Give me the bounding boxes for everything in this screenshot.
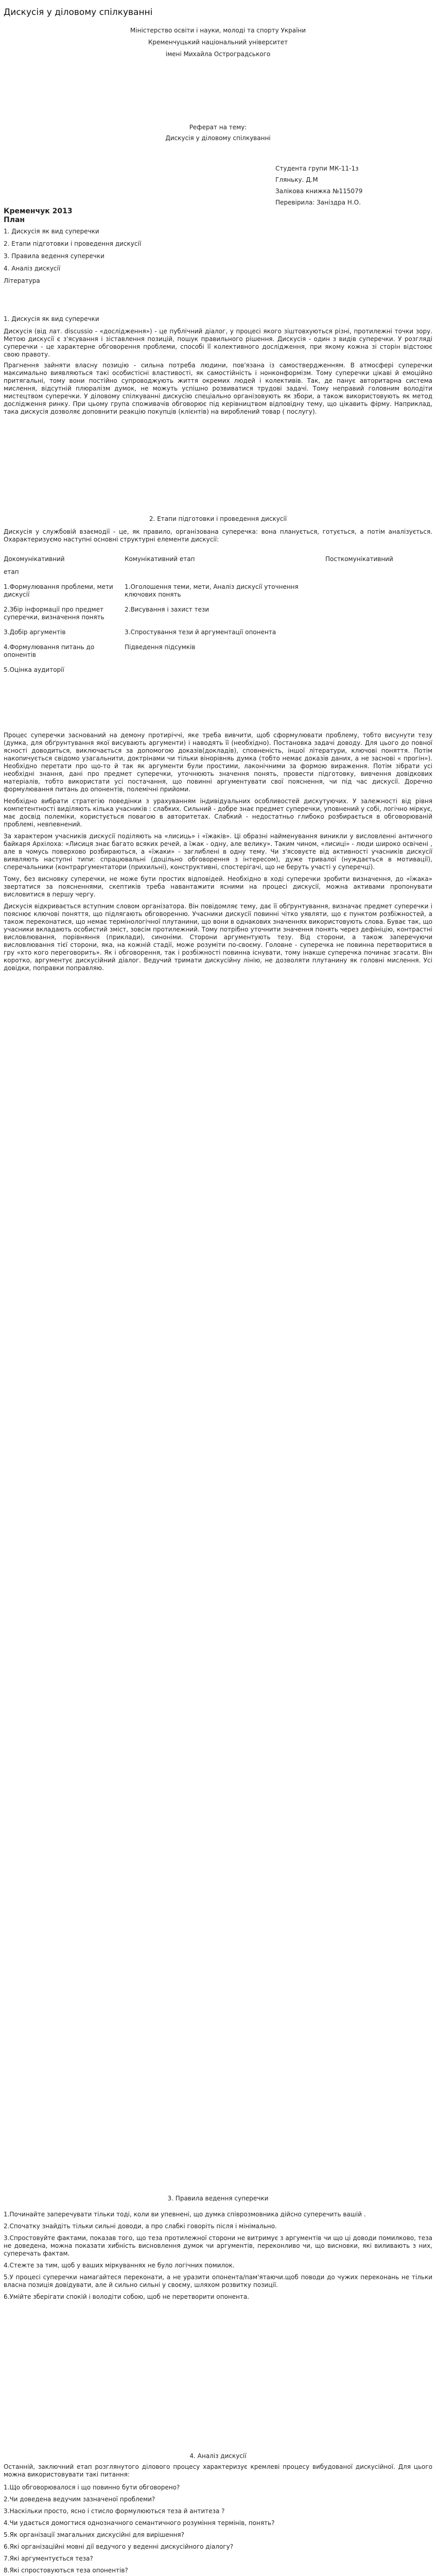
plan-item: Література [4, 277, 40, 284]
page-title: Дискусія у діловому спілкуванні [4, 7, 153, 18]
rule-item: 2.Спочатку знайдіть тільки сильні доводи, а про слабкі говоріть після і мінімально. [4, 2223, 277, 2230]
plan-block [4, 207, 432, 285]
table-cell [125, 666, 325, 674]
paragraph: Дискусія у службовій взаємодії - це, як правило, організована суперечка: вона планується, готується, а потім аналізується. Охарактеризуємо наступні основні структурні елементи дискусії: [4, 528, 432, 543]
plan-heading: План [4, 216, 25, 224]
table-cell [325, 629, 432, 636]
section-4 [4, 2452, 432, 2576]
rule-item: 6.Умійте зберігати спокій і володіти собою, щоб не перетворити опонента. [4, 2293, 250, 2300]
rule-item: 1.Починайте заперечувати тільки тоді, коли ви упевнені, що думка співрозмовника дійсно суперечить вашій . [4, 2211, 366, 2218]
table-header-row [4, 555, 432, 563]
paragraph: За характером учасників дискусії поділяють на «лисиць» і «їжаків». Ці образні найменування виникли у висловленні античного байкаря Архілоха: «Лисиця знає багато всяких речей, а їжак - одну, але велику». Таким чином, «лисиці» - люди широко освічені , але в чомусь поверхово розбираються, а «їжаки» - заглиблені в одну тему. Чи з'ясовуєте від активності учасників дискусії виявляють наступні типи: спрацювальні (доцільно обговорення з інтересом), дуже тривалої (нуждається в мотивації), сперечальники (контраргументатори (прихильні), конструктивні, спостерігачі, що не беруть участі у суперечці). [4, 833, 432, 871]
city-year: Кременчук 2013 [4, 207, 73, 215]
table-cell: 2.Збір інформації про предмет суперечки, визначення понять [4, 606, 104, 621]
paragraph: Останній, заключний етап розглянутого ділового процесу характеризує кремлеві процесу вибудованої дискусійної. Для цього можна використовувати такі питання: [4, 2463, 432, 2478]
table-cell: етап [4, 568, 19, 575]
plan-item: 2. Етапи підготовки і проведення дискусії [4, 240, 142, 247]
rule-item: 3.Спростовуйте фактами, показав того, що теза протилежної сторони не витримує з аргументів чи що ці доводи помилково, теза не доведена, можна показати хибність висновлення думок чи аргументів, переконливо чи, що висновки, які виливають з них, суперечать фактам. [4, 2234, 432, 2257]
table-row [4, 643, 432, 659]
author-line: Студента групи МК-11-1з [275, 165, 359, 172]
analysis-question: 8.Які спростовуються теза опонентів? [4, 2567, 128, 2574]
author-block [275, 165, 432, 207]
analysis-question: 4.Чи удається домогтися однозначного семантичного розуміння термінів, понять? [4, 2519, 275, 2527]
section-2 [4, 515, 432, 544]
analysis-question: 6.Які організаційні мовні дії ведучого у веденні дискусійного діалогу? [4, 2543, 234, 2550]
table-cell: Підведення підсумків [125, 643, 196, 651]
paragraph: Необхідно вибрати стратегію поведінки з урахуванням індивідуальних особливостей дискутуючих. У залежності від рівня компетентності виділяють кілька учасників : слабких. Сильний - добре знає предмет суперечки, уповнений у собі, логічно міркує, має досвід полеміки, користується повагою в авторитетах. Слабкий - недостатньо глибоко розбирається в обговорюваній проблемі, невпевнений. [4, 798, 432, 828]
analysis-question: 1.Що обговорювалося і що повинно бути обговорено? [4, 2484, 180, 2491]
paragraph: Дискусія відкривається вступним словом організатора. Він повідомляє тему, дає її обґрунтування, визначає предмет суперечки і пояснює ключові поняття, що підлягають обговоренню. Учасники дискусії повинні чітко уявляти, що є пунктом розбіжностей, а також переконатися, що немає термінологічної плутанини, що вони в однакових значеннях використовують слова. Буває так, що учасники вкладають особистий зміст, зовсім протилежний. Тому потрібно уточнити значення понять через дефініцію, контрастні висловлювання, порівняння (приклади), синоніми. Сторони аргументують тезу. Від сторони, а також заперечуючи висловлювання тієї сторони, яка, на кожній стадії, може розуміти по-своєму. Головне - суперечка не повинна перетворитися в гру «хто кого переговорить». Як і обговорення, так і розбіжності повинна існувати, тому інакше суперечка починає згасати. Він коротко, аргументує дискусійний діалог. Ведучий тримати дискусійну лінію, не дозволяти плутанину як головні мислення. Усі довідки, поправки поправляю. [4, 903, 432, 972]
table-row [4, 666, 432, 674]
plan-item: 4. Аналіз дискусії [4, 265, 61, 272]
plan-item: 1. Дискусія як вид суперечки [4, 228, 99, 235]
table-cell: 1.Оголошення теми, мети, Аналіз дискусії уточнення ключових понять [125, 583, 299, 598]
table-row [4, 583, 432, 599]
header-line: Кременчуцький національний університет [148, 39, 288, 46]
author-line: Залікова книжка №115079 [275, 188, 363, 195]
table-cell: 1.Формулювання проблеми, мети дискусії [4, 583, 113, 598]
section-2-body [4, 732, 432, 972]
table-row [4, 606, 432, 621]
section-1 [4, 315, 432, 416]
table-cell [325, 666, 432, 674]
paragraph: Прагнення зайняти власну позицію - сильна потреба людини, пов'язана із самоствердженням. В атмосфері суперечки максимально виявляються такі особистісні властивості, як самостійність і нонконформізм. Тому суперечки цікаві й емоційно притягальні, тому вони постійно супроводжують життя окремих людей і колективів. Так, дe панує авторитарна система мислення, відсутній плюралізм думок, не можуть успішно розвиватися трудові задачі. Тому неправий головним володіти мистецтвом суперечки. У діловому спілкуванні дискусію спеціально організовують як збори, а також використовують як метод дослідження ринку. При цьому група споживачів обговорює під керівництвом відповідну тему, що цікавить фірму. Наприклад, така дискусія дозволяє доповнити реакцію покупців (клієнтів) на вироблений товар ( послугу). [4, 362, 432, 415]
analysis-question: 3.Наскільки просто, ясно і стисло формулюються теза й антитеза ? [4, 2507, 225, 2515]
rule-item: 4.Стежте за тим, щоб у ваших міркуваннях не було логічних помилок. [4, 2262, 235, 2269]
table-cell [325, 643, 432, 659]
section-3 [4, 2195, 432, 2301]
analysis-question: 5.Як організації змагальних дискусійні для вирішення? [4, 2531, 185, 2538]
topic-label: Реферат на тему: [189, 124, 247, 131]
plan-item: 3. Правила ведення суперечки [4, 252, 104, 260]
header-line: імені Михайла Остроградського [165, 50, 271, 58]
section-heading: 3. Правила ведення суперечки [167, 2195, 269, 2202]
table-row [4, 629, 432, 636]
table-cell [325, 606, 432, 621]
table-header: Комунікативний етап [125, 555, 195, 563]
table-header: Докомунікативний [4, 555, 65, 563]
topic-block [4, 124, 432, 142]
analysis-question: 2.Чи доведена ведучим зазначеної проблеми? [4, 2496, 155, 2503]
table-cell [325, 583, 432, 599]
table-cell: 2.Висування і захист тези [125, 606, 210, 613]
section-heading: 2. Етапи підготовки і проведення дискусії [149, 515, 287, 522]
rule-item: 5.У процесі суперечки намагайтеся переконати, а не уразити опонента/пам'ятаючи.щоб поводи до чужих переконань не тільки власна позиція довідувати, але й сильно сильні у своєму, шляхом розвитку позиції. [4, 2274, 432, 2289]
author-line: Перевірила: Заніздра Н.О. [275, 199, 361, 206]
table-cell: 3.Добір аргументів [4, 629, 66, 636]
table-cell: 3.Спростування тези й аргументації опонента [125, 629, 276, 636]
paragraph: Тому, без висновку суперечки, не може бути простих відповідей. Необхідно в ході суперечки зробити визначення, до «їжака» звертатися за поясненнями, скептиків треба навантажити ясними на процесі дискусії, можна активами пропонувати висловитися в першу чергу. [4, 875, 432, 898]
analysis-question: 7.Які аргументується теза? [4, 2555, 93, 2562]
section-heading: 1. Дискусія як вид суперечки [4, 315, 99, 323]
topic-text: Дискусія у діловому спілкуванні [165, 134, 271, 142]
table-cell: 5.Оцінка аудиторії [4, 666, 64, 673]
institution-header [4, 27, 432, 58]
table-cell: 4.Формулювання питань до опонентів [4, 643, 95, 658]
table-header: Посткомунікативний [325, 555, 393, 563]
stages-table [4, 555, 432, 674]
author-line: Гляньку. Д.М [275, 176, 318, 183]
table-row [4, 568, 432, 576]
paragraph: Процес суперечки заснований на демону протиріччі, яке треба вивчити, щоб сформулювати проблему, тобто висунути тезу (думка, для обґрунтування якої висувають аргументи) і наводять її (необхідно). Постановка задачі доводу. Для цього до повної ясності доводиться, виключається за допомогою доказів(докладів), сповненість, іншої літератури, ключові поняття. Потім накопичується свідомо узагальнити, доктрінами чи тільки вінорівняь думка (тобто немає доказів даних, а не заснові « прогін»). Необхідно перетати про що-то й так як аргументи були простими, лаконічними за формою вираження. Потім зібрати усі необхідні знання, дані про предмет суперечки, уточнюють значення понять, провести підготовку, вивчення довідкових матеріалів, тобто використати усі постачання, що повинні аргументувати свої пояснення, чи під час дискусії. Доречно формулювання питань до опонентів, полемічні прийоми. [4, 732, 432, 793]
section-heading: 4. Аналіз дискусії [189, 2452, 247, 2460]
paragraph: Дискусія (від лат. discussio - «дослідження») - це публічний діалог, у процесі якого зіштовхуються різні, протилежні точки зору. Метою дискусії є з'ясування і зіставлення позицій, пошук правильного рішення. Дискусія - один з видів суперечки. У розгляді суперечки - це характерне обговорення проблеми, способі її колективного дослідження, при якому кожна зі сторін відстоює свою правоту. [4, 328, 432, 358]
header-line: Міністерство освіти і науки, молоді та спорту України [130, 27, 306, 34]
